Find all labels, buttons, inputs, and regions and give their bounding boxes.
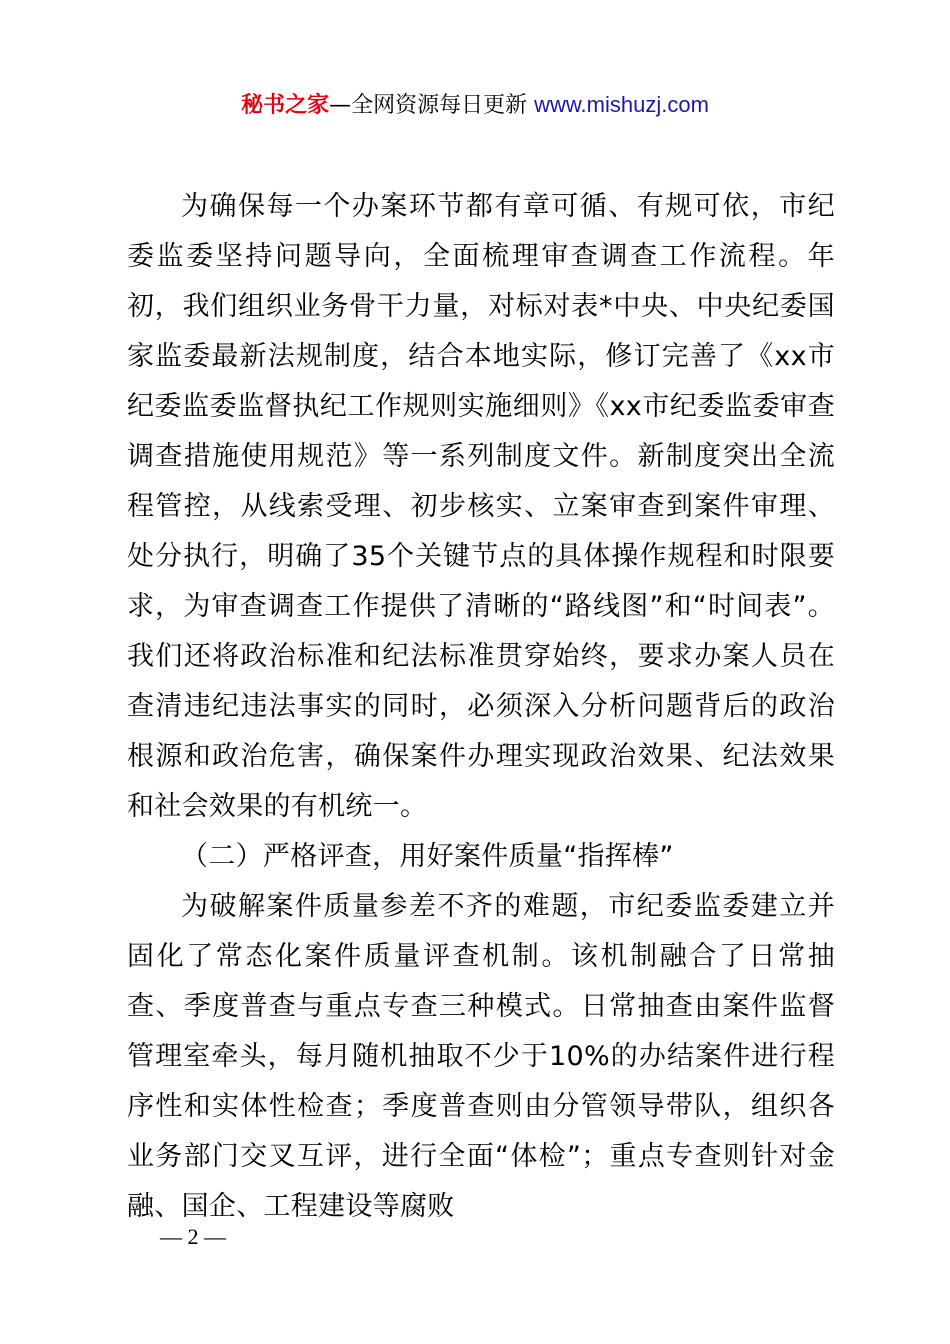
document-body xyxy=(127,182,835,1232)
site-header xyxy=(0,88,950,123)
site-url-link[interactable]: www.mishuzj.com xyxy=(534,92,709,117)
site-tagline: —全网资源每日更新 xyxy=(329,93,535,118)
section-heading: （二）严格评查，用好案件质量“指挥棒” xyxy=(181,841,674,872)
body-paragraph: 为破解案件质量参差不齐的难题，市纪委监委建立并固化了常态化案件质量评查机制。该机制融合了日常抽查、季度普查与重点专查三种模式。日常抽查由案件监督管理室牵头，每月随机抽取不少于10%的办结案件进行程序性和实体性检查；季度普查则由分管领导带队，组织各业务部门交叉互评，进行全面“体检”；重点专查则针对金融、国企、工程建设等腐败 xyxy=(127,891,835,1222)
page-number: — 2 — xyxy=(160,1224,226,1249)
body-paragraph: 为确保每一个办案环节都有章可循、有规可依，市纪委监委坚持问题导向，全面梳理审查调查工作流程。年初，我们组织业务骨干力量，对标对表*中央、中央纪委国家监委最新法规制度，结合本地实际，修订完善了《xx市纪委监委监督执纪工作规则实施细则》《xx市纪委监委审查调查措施使用规范》等一系列制度文件。新制度突出全流程管控，从线索受理、初步核实、立案审查到案件审理、处分执行，明确了35个关键节点的具体操作规程和时限要求，为审查调查工作提供了清晰的“路线图”和“时间表”。我们还将政治标准和纪法标准贯穿始终，要求办案人员在查清违纪违法事实的同时，必须深入分析问题背后的政治根源和政治危害，确保案件办理实现政治效果、纪法效果和社会效果的有机统一。 xyxy=(127,191,835,822)
site-brand: 秘书之家 xyxy=(241,93,330,118)
